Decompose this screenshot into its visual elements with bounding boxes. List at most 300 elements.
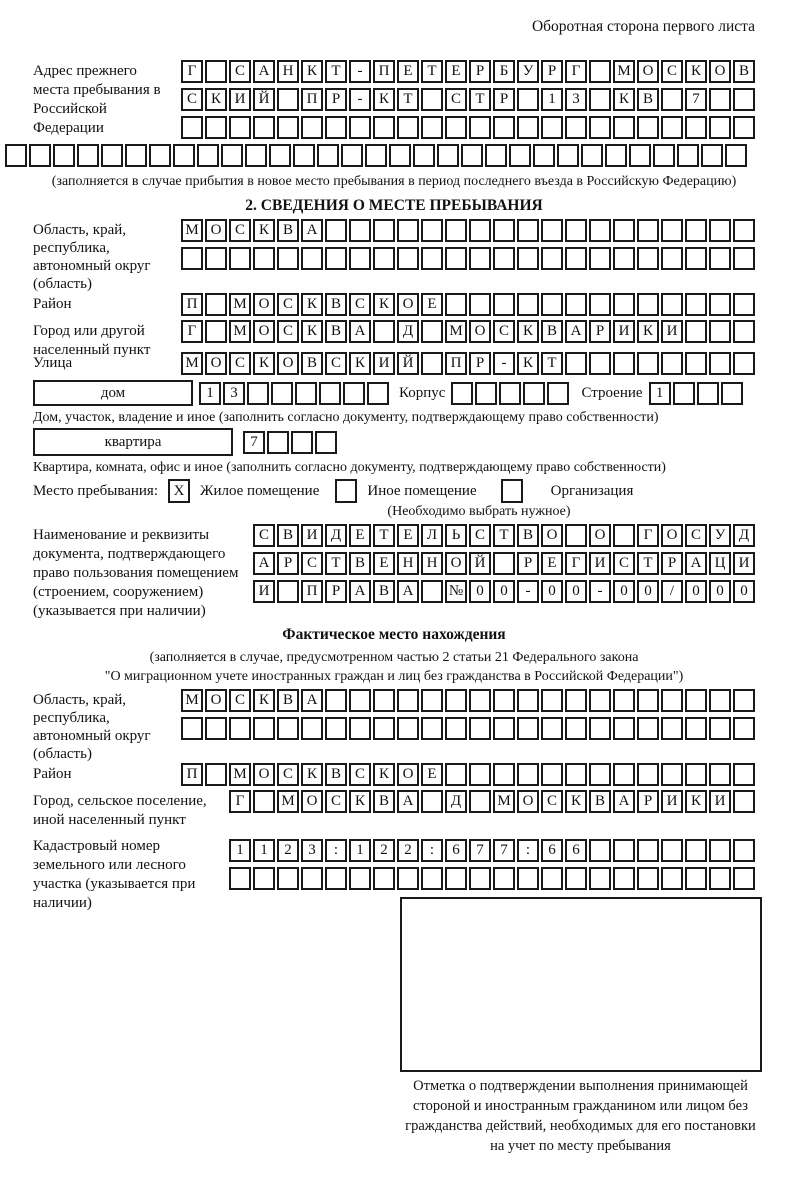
char-box: С: [229, 689, 251, 712]
char-box: [389, 144, 411, 167]
char-box: [205, 293, 227, 316]
char-box: [685, 352, 707, 375]
document-row-2: [253, 552, 755, 575]
char-box: [605, 144, 627, 167]
char-box: Г: [565, 60, 587, 83]
char-box: [445, 293, 467, 316]
char-box: [373, 320, 395, 343]
char-box: А: [349, 320, 371, 343]
char-box: П: [301, 88, 323, 111]
char-box: О: [517, 790, 539, 813]
char-box: [637, 352, 659, 375]
char-box: 3: [223, 382, 245, 405]
char-box: [469, 763, 491, 786]
char-box: [277, 88, 299, 111]
cadastre-row-2: [229, 867, 755, 890]
char-box: [613, 524, 635, 547]
char-box: [565, 867, 587, 890]
fact-oblast-block: [33, 689, 755, 763]
char-box: [565, 763, 587, 786]
char-box: [493, 763, 515, 786]
document-label: Наименование и реквизиты документа, подтверждающего право пользования помещением (строением, сооружением) (указывается при наличии): [33, 527, 239, 619]
char-box: О: [205, 689, 227, 712]
char-box: 0: [541, 580, 563, 603]
kvartira-block: [33, 428, 755, 456]
char-box: 1: [541, 88, 563, 111]
char-box: А: [253, 552, 275, 575]
char-box: Р: [493, 88, 515, 111]
char-box: [517, 116, 539, 139]
char-box: [709, 867, 731, 890]
char-box: [301, 116, 323, 139]
fact-title: Фактическое место нахождения: [282, 626, 506, 643]
char-box: [613, 689, 635, 712]
char-box: С: [277, 320, 299, 343]
char-box: Р: [469, 352, 491, 375]
char-box: [445, 867, 467, 890]
char-box: [709, 320, 731, 343]
char-box: [661, 867, 683, 890]
char-box: [493, 867, 515, 890]
char-box: 6: [541, 839, 563, 862]
char-box: И: [709, 790, 731, 813]
char-box: [661, 293, 683, 316]
char-box: Т: [325, 60, 347, 83]
char-box: И: [301, 524, 323, 547]
char-box: [637, 689, 659, 712]
raion-block: [33, 293, 755, 316]
char-box: К: [685, 790, 707, 813]
char-box: Д: [325, 524, 347, 547]
char-box: Й: [253, 88, 275, 111]
char-box: -: [589, 580, 611, 603]
char-box: [325, 867, 347, 890]
char-box: [341, 144, 363, 167]
char-box: [565, 247, 587, 270]
char-box: [181, 717, 203, 740]
char-box: [709, 717, 731, 740]
char-box: [293, 144, 315, 167]
char-box: О: [541, 524, 563, 547]
char-box: [517, 867, 539, 890]
char-box: [517, 717, 539, 740]
char-box: [673, 382, 695, 405]
kvartira-number-cells: [243, 431, 337, 454]
char-box: [421, 116, 443, 139]
char-box: [661, 88, 683, 111]
document-block: [33, 524, 755, 621]
char-box: [589, 763, 611, 786]
char-box: М: [181, 689, 203, 712]
char-box: [637, 839, 659, 862]
fact-oblast-row-2: [181, 717, 755, 740]
char-box: [271, 382, 293, 405]
cadastre-rows: [229, 839, 755, 890]
char-box: Р: [277, 552, 299, 575]
char-box: И: [661, 320, 683, 343]
char-box: [245, 144, 267, 167]
char-box: О: [469, 320, 491, 343]
char-box: [541, 219, 563, 242]
char-box: [499, 382, 521, 405]
char-box: В: [277, 219, 299, 242]
char-box: [469, 717, 491, 740]
char-box: [469, 116, 491, 139]
char-box: [733, 352, 755, 375]
char-box: [685, 867, 707, 890]
char-box: И: [253, 580, 275, 603]
char-box: [629, 144, 651, 167]
char-box: О: [301, 790, 323, 813]
char-box: В: [541, 320, 563, 343]
char-box: 1: [229, 839, 251, 862]
gorod-row: [181, 320, 755, 343]
char-box: [517, 247, 539, 270]
char-box: С: [613, 552, 635, 575]
char-box: Г: [229, 790, 251, 813]
korpus-label: Корпус: [399, 384, 446, 401]
char-box: С: [277, 293, 299, 316]
char-box: А: [613, 790, 635, 813]
char-box: У: [709, 524, 731, 547]
prev-address-row-2: [181, 88, 755, 111]
char-box: [253, 717, 275, 740]
char-box: Р: [517, 552, 539, 575]
char-box: [637, 116, 659, 139]
char-box: Е: [445, 60, 467, 83]
char-box: [325, 247, 347, 270]
char-box: [247, 382, 269, 405]
stamp-caption: [398, 1076, 763, 1156]
kvartira-type-box: квартира: [33, 428, 233, 456]
char-box: О: [661, 524, 683, 547]
dom-caption: Дом, участок, владение и иное (заполнить согласно документу, подтверждающему право собственности): [33, 410, 659, 425]
char-box: [733, 790, 755, 813]
char-box: [77, 144, 99, 167]
char-box: [685, 247, 707, 270]
char-box: [277, 116, 299, 139]
char-box: [181, 116, 203, 139]
char-box: К: [517, 320, 539, 343]
char-box: [475, 382, 497, 405]
char-box: [613, 293, 635, 316]
char-box: [469, 790, 491, 813]
char-box: [589, 352, 611, 375]
char-box: [295, 382, 317, 405]
char-box: [541, 717, 563, 740]
char-box: [205, 717, 227, 740]
char-box: 7: [243, 431, 265, 454]
char-box: 2: [397, 839, 419, 862]
char-box: [343, 382, 365, 405]
char-box: К: [301, 320, 323, 343]
char-box: С: [253, 524, 275, 547]
char-box: [701, 144, 723, 167]
char-box: [637, 717, 659, 740]
char-box: [267, 431, 289, 454]
char-box: Ц: [709, 552, 731, 575]
char-box: [437, 144, 459, 167]
char-box: [685, 839, 707, 862]
char-box: [445, 763, 467, 786]
char-box: С: [685, 524, 707, 547]
char-box: [517, 88, 539, 111]
char-box: В: [733, 60, 755, 83]
char-box: [421, 790, 443, 813]
char-box: С: [229, 60, 251, 83]
char-box: [315, 431, 337, 454]
char-box: А: [397, 790, 419, 813]
char-box: О: [397, 763, 419, 786]
char-box: [685, 717, 707, 740]
char-box: В: [517, 524, 539, 547]
char-box: :: [421, 839, 443, 862]
char-box: Й: [397, 352, 419, 375]
char-box: [661, 352, 683, 375]
char-box: [589, 867, 611, 890]
char-box: [253, 867, 275, 890]
char-box: [197, 144, 219, 167]
char-box: Т: [541, 352, 563, 375]
fact-raion-block: [33, 763, 755, 786]
fact-gorod-label: Город, сельское поселение, иной населенный пункт: [33, 793, 207, 828]
char-box: [709, 763, 731, 786]
checkbox-organization: [501, 479, 523, 503]
char-box: [469, 293, 491, 316]
char-box: [589, 88, 611, 111]
char-box: И: [661, 790, 683, 813]
char-box: М: [445, 320, 467, 343]
fact-oblast-label: Область, край, республика, автономный округ (область): [33, 692, 151, 762]
char-box: О: [205, 219, 227, 242]
char-box: [661, 116, 683, 139]
prev-address-caption: (заполняется в случае прибытия в новое место пребывания в период последнего въезда в Российскую Федерацию): [51, 174, 737, 189]
document-row-3: [253, 580, 755, 603]
document-rows: [253, 524, 755, 603]
char-box: [637, 867, 659, 890]
char-box: [205, 320, 227, 343]
place-type-row: [33, 479, 755, 503]
char-box: [421, 247, 443, 270]
char-box: [301, 867, 323, 890]
document-row-1: [253, 524, 755, 547]
char-box: Е: [397, 524, 419, 547]
char-box: К: [613, 88, 635, 111]
char-box: В: [349, 552, 371, 575]
stroenie-cells: [649, 382, 743, 405]
char-box: [709, 689, 731, 712]
stamp-area: [400, 897, 762, 1072]
char-box: [317, 144, 339, 167]
char-box: [589, 116, 611, 139]
char-box: Е: [349, 524, 371, 547]
char-box: [709, 116, 731, 139]
char-box: [373, 247, 395, 270]
char-box: [661, 763, 683, 786]
char-box: [493, 293, 515, 316]
char-box: [547, 382, 569, 405]
prev-address-label: Адрес прежнего места пребывания в Российской Федерации: [33, 63, 161, 136]
char-box: [613, 717, 635, 740]
char-box: [709, 247, 731, 270]
char-box: И: [733, 552, 755, 575]
header-note: Оборотная сторона первого листа: [531, 18, 755, 35]
char-box: [613, 247, 635, 270]
char-box: [469, 247, 491, 270]
char-box: С: [229, 352, 251, 375]
char-box: М: [229, 763, 251, 786]
char-box: -: [349, 88, 371, 111]
char-box: [253, 790, 275, 813]
char-box: [721, 382, 743, 405]
char-box: Т: [325, 552, 347, 575]
char-box: К: [253, 352, 275, 375]
char-box: С: [493, 320, 515, 343]
char-box: [565, 293, 587, 316]
char-box: 7: [469, 839, 491, 862]
char-box: [493, 219, 515, 242]
char-box: [319, 382, 341, 405]
char-box: [301, 717, 323, 740]
char-box: [421, 352, 443, 375]
char-box: Е: [397, 60, 419, 83]
char-box: [541, 689, 563, 712]
char-box: [421, 717, 443, 740]
char-box: [637, 247, 659, 270]
char-box: [325, 689, 347, 712]
char-box: [613, 763, 635, 786]
char-box: С: [181, 88, 203, 111]
char-box: В: [301, 352, 323, 375]
char-box: К: [205, 88, 227, 111]
char-box: [301, 247, 323, 270]
char-box: Е: [421, 293, 443, 316]
char-box: [221, 144, 243, 167]
char-box: [421, 867, 443, 890]
fact-oblast-rows: [181, 689, 755, 740]
char-box: [421, 320, 443, 343]
checkbox-residential: X: [168, 479, 190, 503]
char-box: Т: [637, 552, 659, 575]
char-box: Т: [469, 88, 491, 111]
char-box: -: [349, 60, 371, 83]
char-box: [733, 88, 755, 111]
option-residential-label: Жилое помещение: [200, 482, 320, 499]
char-box: [523, 382, 545, 405]
char-box: [349, 867, 371, 890]
char-box: [205, 60, 227, 83]
char-box: [541, 293, 563, 316]
char-box: [493, 552, 515, 575]
char-box: [733, 867, 755, 890]
char-box: [253, 116, 275, 139]
char-box: Г: [181, 60, 203, 83]
fact-raion-label: Район: [33, 766, 72, 782]
char-box: [373, 219, 395, 242]
char-box: [565, 524, 587, 547]
char-box: В: [325, 293, 347, 316]
char-box: [445, 689, 467, 712]
char-box: [565, 116, 587, 139]
char-box: [485, 144, 507, 167]
korpus-cells: [451, 382, 569, 405]
char-box: О: [397, 293, 419, 316]
char-box: [677, 144, 699, 167]
char-box: [461, 144, 483, 167]
dom-number-cells: [199, 382, 389, 405]
char-box: М: [493, 790, 515, 813]
char-box: [709, 219, 731, 242]
ulitsa-label: Улица: [33, 355, 73, 371]
char-box: [397, 717, 419, 740]
char-box: [229, 867, 251, 890]
char-box: [733, 839, 755, 862]
char-box: [557, 144, 579, 167]
char-box: [413, 144, 435, 167]
stamp-caption-line-4: на учет по месту пребывания: [490, 1138, 671, 1154]
char-box: [661, 247, 683, 270]
char-box: Е: [541, 552, 563, 575]
char-box: [269, 144, 291, 167]
char-box: [685, 320, 707, 343]
oblast-rows: [181, 219, 755, 270]
char-box: [5, 144, 27, 167]
char-box: [613, 219, 635, 242]
char-box: [493, 717, 515, 740]
char-box: К: [253, 219, 275, 242]
char-box: [661, 219, 683, 242]
char-box: Р: [637, 790, 659, 813]
char-box: [661, 717, 683, 740]
char-box: [493, 689, 515, 712]
section2-title: 2. СВЕДЕНИЯ О МЕСТЕ ПРЕБЫВАНИЯ: [245, 197, 543, 214]
char-box: П: [181, 293, 203, 316]
char-box: С: [325, 790, 347, 813]
char-box: [445, 247, 467, 270]
char-box: [277, 247, 299, 270]
char-box: [517, 293, 539, 316]
char-box: С: [469, 524, 491, 547]
oblast-label: Область, край, республика, автономный округ (область): [33, 222, 151, 292]
char-box: [517, 689, 539, 712]
char-box: [291, 431, 313, 454]
char-box: А: [565, 320, 587, 343]
char-box: 0: [637, 580, 659, 603]
char-box: [451, 382, 473, 405]
char-box: [637, 219, 659, 242]
char-box: С: [661, 60, 683, 83]
char-box: М: [277, 790, 299, 813]
gorod-label: Город или другой населенный пункт: [33, 323, 151, 358]
fact-raion-row: [181, 763, 755, 786]
char-box: А: [253, 60, 275, 83]
char-box: [709, 293, 731, 316]
char-box: Й: [469, 552, 491, 575]
char-box: [445, 116, 467, 139]
char-box: [229, 717, 251, 740]
char-box: [709, 839, 731, 862]
char-box: В: [589, 790, 611, 813]
char-box: [565, 219, 587, 242]
char-box: П: [445, 352, 467, 375]
char-box: [373, 689, 395, 712]
char-box: А: [349, 580, 371, 603]
char-box: К: [301, 60, 323, 83]
char-box: 1: [349, 839, 371, 862]
char-box: [349, 219, 371, 242]
prev-address-rows: [181, 60, 755, 139]
char-box: [661, 689, 683, 712]
